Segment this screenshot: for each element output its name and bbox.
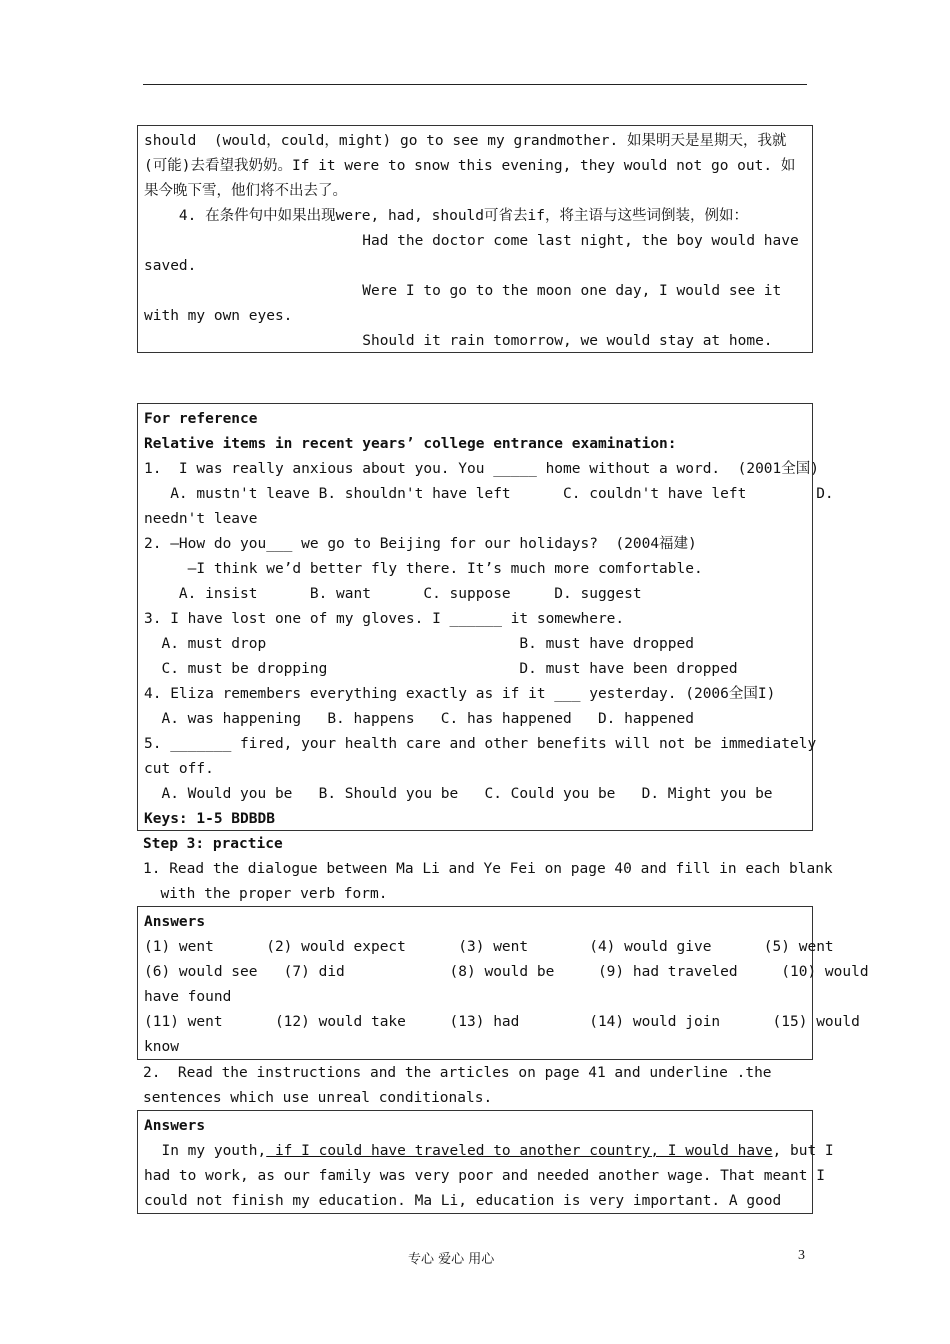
question-line: 3. I have lost one of my gloves. I ______ it somewhere. xyxy=(144,611,625,627)
answer-line: (6) would see (7) did (8) would be (9) had traveled (10) would xyxy=(144,964,869,980)
answers-box-2 xyxy=(137,1110,834,1214)
answer-line: have found xyxy=(144,989,232,1005)
answer-paragraph-line: had to work, as our family was very poor and needed another wage. That meant I xyxy=(144,1168,825,1184)
answer-paragraph-line: could not finish my education. Ma Li, education is very important. A good xyxy=(144,1193,782,1209)
answer-line: know xyxy=(144,1039,179,1055)
question-line: cut off. xyxy=(144,761,214,777)
step3-heading: Step 3: practice xyxy=(143,836,283,852)
question-line: —I think we’d better fly there. It’s much more comfortable. xyxy=(144,561,703,577)
instruction-line: with the proper verb form. xyxy=(143,886,388,902)
question-line: 2. —How do you___ we go to Beijing for our holidays? (2004福建) xyxy=(144,536,697,552)
reference-subtitle: Relative items in recent years’ college entrance examination: xyxy=(144,436,677,452)
step3-section xyxy=(143,832,833,907)
reference-box xyxy=(137,403,834,831)
grammar-notes-box xyxy=(137,125,813,353)
question-line: A. was happening B. happens C. has happened D. happened xyxy=(144,711,694,727)
question-line: A. Would you be B. Should you be C. Could you be D. Might you be xyxy=(144,786,773,802)
question-line: A. insist B. want C. suppose D. suggest xyxy=(144,586,642,602)
question-line: 4. Eliza remembers everything exactly as if it ___ yesterday. (2006全国I) xyxy=(144,686,776,702)
answer-line: (1) went (2) would expect (3) went (4) would give (5) went xyxy=(144,939,834,955)
footer-motto: 专心 爱心 用心 xyxy=(408,1252,495,1267)
question-line: needn't leave xyxy=(144,511,258,527)
text-line: with my own eyes. xyxy=(144,308,293,324)
text-segment: , but I xyxy=(772,1143,834,1159)
keys-text: Keys: 1-5 BDBDB xyxy=(144,811,275,827)
question-line: A. mustn't leave B. shouldn't have left C. couldn't have left D. xyxy=(144,486,834,502)
question-line: 5. _______ fired, your health care and other benefits will not be immediately xyxy=(144,736,817,752)
text-line: saved. xyxy=(144,258,197,274)
question-line: A. must drop B. must have dropped xyxy=(144,636,694,652)
question-line: 1. I was really anxious about you. You _____ home without a word. (2001全国) xyxy=(144,461,820,477)
instruction-line: sentences which use unreal conditionals. xyxy=(143,1090,493,1106)
text-segment: In my youth, xyxy=(144,1143,267,1159)
answers-title: Answers xyxy=(144,914,206,930)
text-line: 果今晚下雪，他们将不出去了。 xyxy=(144,183,347,199)
reference-title: For reference xyxy=(144,411,258,427)
answer-paragraph-line xyxy=(144,1139,834,1164)
underlined-conditional: if I could have traveled to another country, I would have xyxy=(266,1143,773,1159)
header-rule xyxy=(143,84,807,85)
text-line: Should it rain tomorrow, we would stay at home. xyxy=(144,333,773,349)
instruction-line: 2. Read the instructions and the articles on page 41 and underline .the xyxy=(143,1065,772,1081)
text-line: Were I to go to the moon one day, I would see it xyxy=(144,283,782,299)
text-line: (可能)去看望我奶奶。If it were to snow this evening, they would not go out. 如 xyxy=(144,158,796,174)
instruction-line: 1. Read the dialogue between Ma Li and Ye Fei on page 40 and fill in each blank xyxy=(143,861,833,877)
text-line: 4. 在条件句中如果出现were, had, should可省去if，将主语与这些词倒装，例如： xyxy=(144,208,748,224)
page-number: 3 xyxy=(798,1248,805,1263)
text-line: Had the doctor come last night, the boy would have xyxy=(144,233,799,249)
answers-box-1 xyxy=(137,906,869,1060)
text-line: should (would，could，might) go to see my grandmother. 如果明天是星期天，我就 xyxy=(144,133,787,149)
question-line: C. must be dropping D. must have been dropped xyxy=(144,661,738,677)
answer-line: (11) went (12) would take (13) had (14) would join (15) would xyxy=(144,1014,860,1030)
answers-title: Answers xyxy=(144,1118,206,1134)
answer-keys xyxy=(144,807,806,832)
item2-section xyxy=(143,1061,807,1111)
